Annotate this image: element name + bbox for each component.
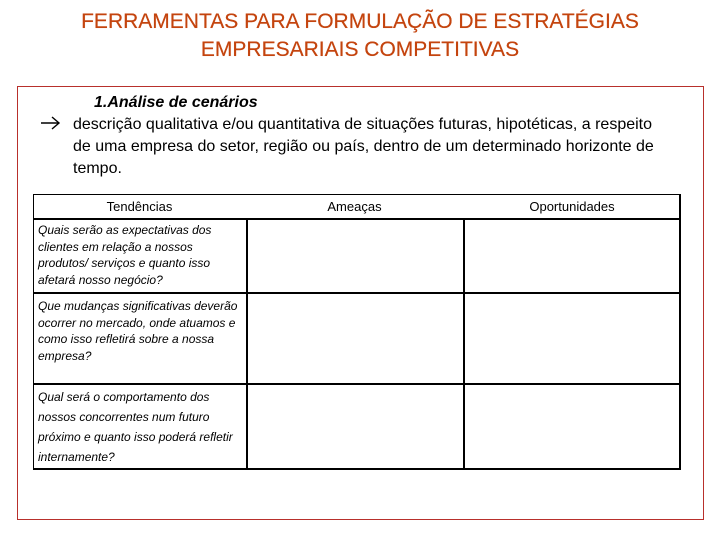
table-row-question: Que mudanças significativas deverão ocorrer no mercado, onde atuamos e como isso refletirá sobre a nossa empresa? [38, 299, 238, 363]
table-row-question: Quais serão as expectativas dos clientes em relação a nossos produtos/ serviços e quanto isso afetará nosso negócio? [38, 223, 212, 287]
table-left-border [33, 194, 34, 470]
table-row-divider [33, 292, 681, 294]
page-title-line-1: FERRAMENTAS PARA FORMULAÇÃO DE ESTRATÉGIAS [81, 10, 639, 33]
table-top-border [33, 194, 681, 195]
section-description: descrição qualitativa e/ou quantitativa de situações futuras, hipotéticas, a respeito de uma empresa do setor, região ou país, dentro de um determinado horizonte de tempo. [73, 116, 654, 177]
table-column-divider [463, 218, 465, 470]
table-row-divider [33, 383, 681, 385]
right-arrow-icon [39, 113, 63, 133]
column-header-oportunidades: Oportunidades [529, 199, 615, 214]
table-row-question: Qual será o comportamento dos nossos concorrentes num futuro próximo e quanto isso poderá refletir internamente? [38, 390, 233, 464]
table-column-divider [246, 218, 248, 470]
table-header-divider [33, 218, 681, 220]
page-title [0, 8, 720, 64]
page-title-line-2: EMPRESARIAIS COMPETITIVAS [200, 38, 520, 61]
section-heading: 1.Análise de cenários [94, 94, 258, 111]
column-header-ameacas: Ameaças [327, 199, 382, 214]
column-header-tendencias: Tendências [106, 199, 173, 214]
